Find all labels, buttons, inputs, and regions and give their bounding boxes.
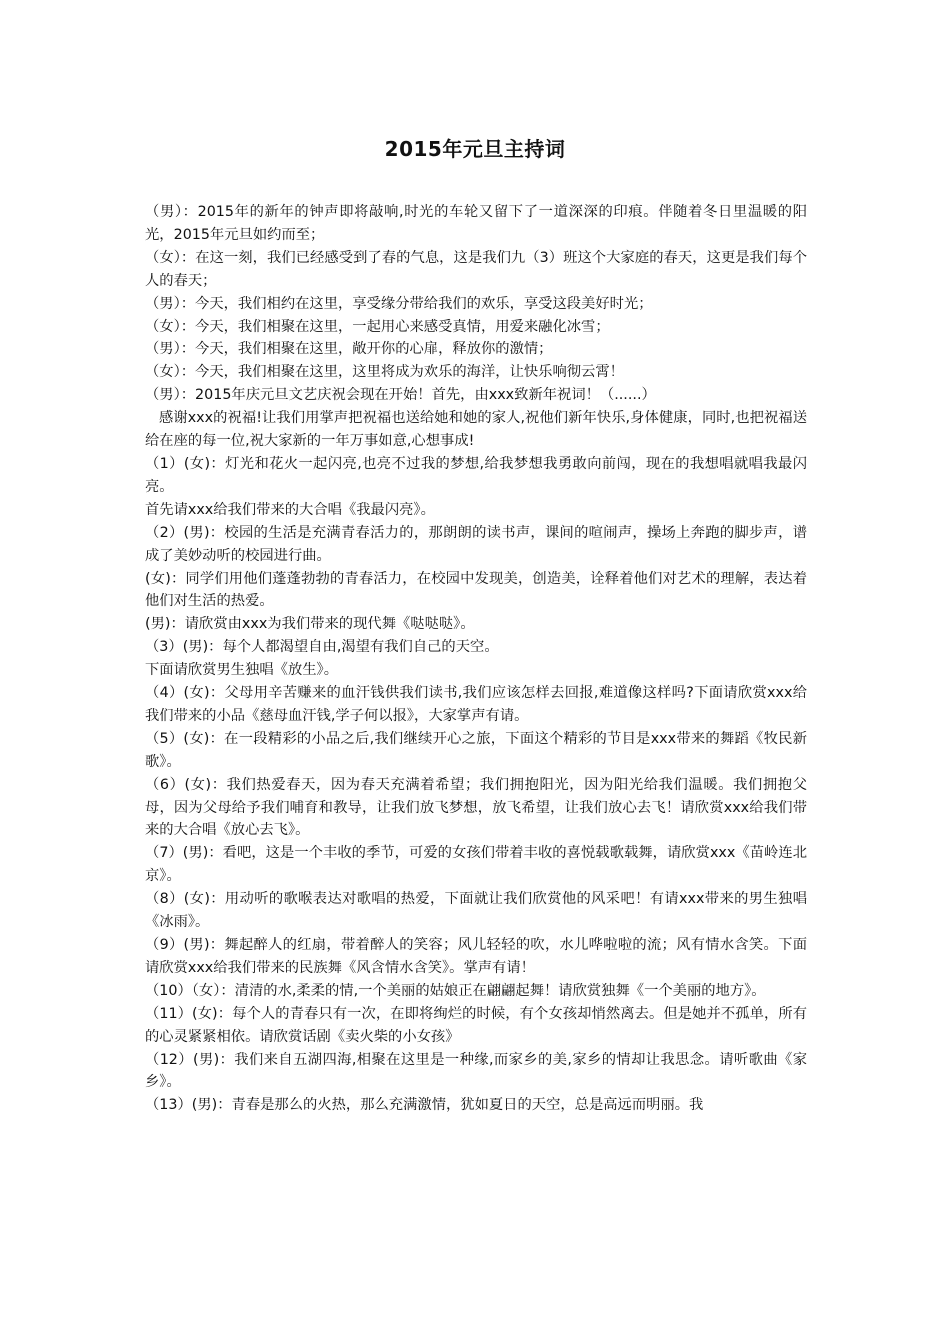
- document-title: 2015年元旦主持词: [384, 137, 566, 161]
- paragraph-14: （3）(男)：每个人都渴望自由,渴望有我们自己的天空。: [145, 639, 499, 656]
- paragraph-7: （男）：2015年庆元旦文艺庆祝会现在开始！首先，由xxx致新年祝词！（......）: [145, 387, 656, 404]
- paragraph-17: （5）(女)：在一段精彩的小品之后,我们继续开心之旅，下面这个精彩的节目是xxx带来的舞蹈《牧民新歌》。: [145, 730, 807, 770]
- paragraph-5: （男）：今天，我们相聚在这里，敞开你的心扉，释放你的激情；: [145, 341, 553, 358]
- paragraph-13: (男)：请欣赏由xxx为我们带来的现代舞《哒哒哒》。: [145, 616, 475, 633]
- paragraph-25: （13）(男)：青春是那么的火热，那么充满激情，犹如夏日的天空，总是高远而明丽。我: [145, 1097, 704, 1114]
- paragraph-2: （女）：在这一刻，我们已经感受到了春的气息，这是我们九（3）班这个大家庭的春天，这更是我们每个人的春天；: [145, 249, 807, 289]
- paragraph-11: （2）(男)：校园的生活是充满青春活力的，那朗朗的读书声，课间的喧闹声，操场上奔跑的脚步声，谱成了美妙动听的校园进行曲。: [145, 524, 807, 564]
- paragraph-12: (女)：同学们用他们蓬蓬勃勃的青春活力，在校园中发现美，创造美，诠释着他们对艺术的理解，表达着他们对生活的热爱。: [145, 570, 807, 610]
- paragraph-15: 下面请欣赏男生独唱《放生》。: [145, 662, 339, 679]
- paragraph-19: （7）(男)：看吧，这是一个丰收的季节，可爱的女孩们带着丰收的喜悦载歌载舞，请欣赏xxx《苗岭连北京》。: [145, 845, 807, 885]
- paragraph-6: （女）：今天，我们相聚在这里，这里将成为欢乐的海洋，让快乐响彻云霄！: [145, 364, 624, 381]
- paragraph-16: （4）(女)：父母用辛苦赚来的血汗钱供我们读书,我们应该怎样去回报,难道像这样吗?下面请欣赏xxx给我们带来的小品《慈母血汗钱,学子何以报》，大家掌声有请。: [145, 685, 807, 724]
- paragraph-18: （6）(女)：我们热爱春天，因为春天充满着希望；我们拥抱阳光，因为阳光给我们温暖。我们拥抱父母，因为父母给予我们哺育和教导，让我们放飞梦想，放飞希望，让我们放心去飞！请欣赏xxx给我们带来的大合唱《放心去飞》。: [145, 776, 807, 839]
- paragraph-23: （11）(女)：每个人的青春只有一次，在即将绚烂的时候，有个女孩却悄然离去。但是她并不孤单，所有的心灵紧紧相依。请欣赏话剧《卖火柴的小女孩》: [145, 1005, 807, 1045]
- paragraph-9: （1）(女)：灯光和花火一起闪亮,也亮不过我的梦想,给我梦想我勇敢向前闯，现在的我想唱就唱我最闪亮。: [145, 455, 807, 495]
- paragraph-24: （12）(男)：我们来自五湖四海,相聚在这里是一种缘,而家乡的美,家乡的情却让我思念。请听歌曲《家乡》。: [145, 1051, 807, 1091]
- paragraph-1: （男）：2015年的新年的钟声即将敲响,时光的车轮又留下了一道深深的印痕。伴随着冬日里温暖的阳光，2015年元旦如约而至；: [145, 204, 807, 243]
- paragraph-10: 首先请xxx给我们带来的大合唱《我最闪亮》。: [145, 501, 435, 518]
- paragraph-20: （8）(女)：用动听的歌喉表达对歌唱的热爱，下面就让我们欣赏他的风采吧！有请xxx带来的男生独唱《冰雨》。: [145, 891, 807, 931]
- paragraph-8: 感谢xxx的祝福!让我们用掌声把祝福也送给她和她的家人,祝他们新年快乐,身体健康，同时,也把祝福送给在座的每一位,祝大家新的一年万事如意,心想事成!: [145, 410, 807, 450]
- paragraph-4: （女）：今天，我们相聚在这里，一起用心来感受真情，用爱来融化冰雪；: [145, 318, 610, 335]
- paragraph-21: （9）(男)：舞起醉人的红扇，带着醉人的笑容；风儿轻轻的吹，水儿哗啦啦的流；风有情水含笑。下面请欣赏xxx给我们带来的民族舞《风含情水含笑》。掌声有请！: [145, 937, 807, 976]
- paragraph-22: （10）（女）：清清的水,柔柔的情,一个美丽的姑娘正在翩翩起舞！请欣赏独舞《一个美丽的地方》。: [145, 982, 766, 999]
- document-body: [145, 201, 807, 1117]
- paragraph-3: （男）：今天，我们相约在这里，享受缘分带给我们的欢乐，享受这段美好时光；: [145, 295, 653, 312]
